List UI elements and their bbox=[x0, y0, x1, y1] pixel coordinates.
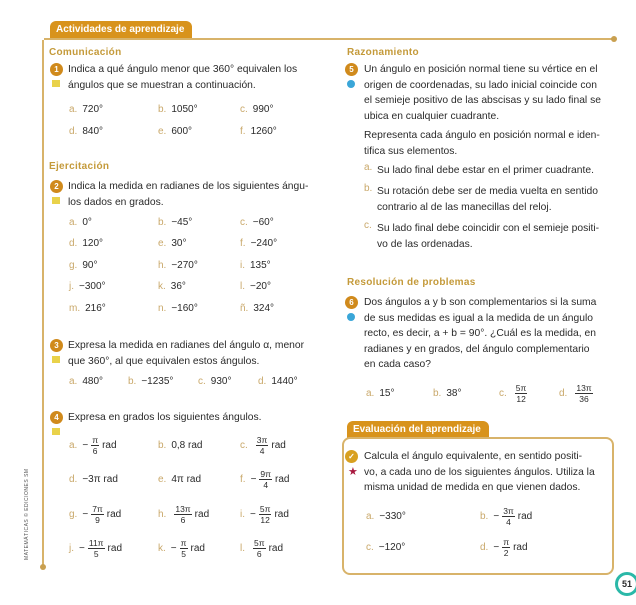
option-item bbox=[158, 501, 209, 527]
numerator: 11π bbox=[88, 538, 104, 548]
difficulty-square-icon bbox=[52, 197, 60, 204]
option-unit: rad bbox=[268, 543, 284, 554]
fraction bbox=[502, 506, 515, 527]
option-value: −160° bbox=[171, 302, 198, 314]
text-line: origen de coordenadas, su lado inicial coincide con bbox=[364, 79, 597, 91]
text-line: en cada caso? bbox=[364, 359, 431, 371]
option-item bbox=[158, 295, 198, 321]
page-number: 51 bbox=[615, 572, 636, 596]
option-item bbox=[366, 380, 394, 406]
numerator: 3π bbox=[256, 434, 268, 445]
difficulty-square-icon bbox=[52, 80, 60, 87]
option-sign: − bbox=[493, 510, 500, 522]
option-letter: e. bbox=[158, 125, 167, 137]
option-value: 216° bbox=[85, 302, 106, 314]
option-unit: rad bbox=[271, 439, 286, 451]
difficulty-dot-icon bbox=[347, 80, 355, 88]
sub-letter: a. bbox=[364, 162, 373, 173]
option-letter: k. bbox=[158, 543, 166, 554]
text-line: ángulos que se muestran a continuación. bbox=[68, 79, 256, 91]
frame-top-line bbox=[44, 38, 614, 40]
option-value: −20° bbox=[250, 281, 271, 292]
option-unit: rad bbox=[275, 474, 290, 485]
option-value: −270° bbox=[171, 259, 198, 271]
option-letter: h. bbox=[158, 508, 167, 520]
option-item bbox=[240, 295, 274, 321]
denominator: 6 bbox=[180, 514, 186, 525]
fraction bbox=[575, 383, 592, 404]
option-item bbox=[480, 534, 528, 560]
option-value: 36° bbox=[170, 281, 186, 292]
option-letter: i. bbox=[240, 259, 245, 271]
item-number-badge: 4 bbox=[50, 411, 63, 424]
sub-letter: b. bbox=[364, 183, 373, 194]
text-line: Indica a qué ángulo menor que 360° equivalen los bbox=[68, 64, 298, 75]
check-badge-icon: ✓ bbox=[345, 450, 358, 463]
option-letter: b. bbox=[433, 387, 442, 399]
option-item bbox=[366, 503, 406, 529]
option-letter: a. bbox=[366, 510, 375, 522]
option-sign: − bbox=[82, 439, 89, 451]
numerator: π bbox=[503, 536, 510, 547]
text-line: tifica sus elementos. bbox=[364, 145, 458, 157]
option-item bbox=[128, 368, 173, 394]
item-number-badge: 3 bbox=[50, 339, 63, 352]
option-value: 15° bbox=[379, 387, 395, 399]
numerator: π bbox=[92, 434, 99, 445]
option-letter: j. bbox=[69, 543, 74, 554]
option-item bbox=[240, 467, 289, 493]
difficulty-square-icon bbox=[52, 428, 60, 435]
sub-item-text bbox=[377, 163, 594, 179]
option-item bbox=[69, 501, 121, 527]
item-5-instruction bbox=[364, 128, 600, 159]
denominator: 5 bbox=[181, 549, 186, 559]
option-letter: b. bbox=[158, 103, 167, 115]
text-line: Dos ángulos a y b son complementarios si la suma bbox=[364, 297, 597, 308]
text-line: Un ángulo en posición normal tiene su vértice en el bbox=[364, 64, 598, 75]
fraction bbox=[259, 469, 272, 490]
option-letter: j. bbox=[69, 281, 74, 292]
option-sign: − bbox=[79, 543, 85, 554]
text-line: Expresa la medida en radianes del ángulo α, menor bbox=[68, 340, 305, 351]
option-letter: n. bbox=[158, 302, 167, 314]
option-letter: f. bbox=[240, 474, 246, 485]
text-line: Calcula el ángulo equivalente, en sentido positi- bbox=[364, 451, 583, 462]
option-item bbox=[158, 118, 192, 144]
item-number-badge: 2 bbox=[50, 180, 63, 193]
option-letter: b. bbox=[480, 510, 489, 522]
fraction bbox=[502, 537, 510, 558]
option-letter: c. bbox=[499, 387, 507, 399]
option-letter: d. bbox=[559, 387, 568, 399]
item-number-badge: 6 bbox=[345, 296, 358, 309]
option-sign: − bbox=[250, 474, 257, 485]
option-value: −45° bbox=[171, 216, 193, 228]
option-letter: b. bbox=[128, 375, 137, 387]
evaluation-tab: Evaluación del aprendizaje bbox=[347, 421, 489, 438]
option-value: −1235° bbox=[141, 375, 174, 387]
option-letter: c. bbox=[240, 103, 248, 115]
text-line: los dados en grados. bbox=[68, 196, 164, 208]
text-line: recto, es decir, a + b = 90°. ¿Cuál es la medida, en bbox=[364, 328, 596, 340]
side-credit: MATEMÁTICAS © EDICIONES SM bbox=[24, 468, 30, 560]
option-item bbox=[158, 467, 201, 493]
option-sign: − bbox=[493, 541, 500, 553]
option-value: 0,8 rad bbox=[171, 439, 203, 451]
denominator: 5 bbox=[93, 549, 99, 559]
option-letter: h. bbox=[158, 259, 167, 271]
option-letter: f. bbox=[240, 238, 246, 249]
option-value: −120° bbox=[378, 541, 406, 553]
option-letter: d. bbox=[480, 541, 489, 553]
fraction bbox=[88, 538, 105, 559]
difficulty-square-icon bbox=[52, 356, 60, 363]
option-item bbox=[559, 380, 596, 406]
option-value: −330° bbox=[379, 510, 406, 522]
option-unit: rad bbox=[107, 543, 122, 554]
frame-dot-bottom bbox=[40, 564, 46, 570]
denominator: 6 bbox=[92, 445, 98, 456]
evaluation-text bbox=[364, 449, 595, 496]
option-letter: d. bbox=[69, 125, 78, 137]
text-line: Su rotación debe ser de media vuelta en sentido bbox=[377, 186, 598, 197]
option-item bbox=[240, 536, 283, 562]
fraction bbox=[253, 538, 266, 559]
option-unit: rad bbox=[513, 541, 528, 553]
option-value: −300° bbox=[79, 281, 106, 292]
option-letter: e. bbox=[158, 238, 167, 249]
option-letter: k. bbox=[158, 281, 166, 292]
denominator: 6 bbox=[256, 549, 262, 559]
item-6-text bbox=[364, 295, 596, 373]
option-letter: c. bbox=[366, 541, 374, 553]
section-comunicacion: Comunicación bbox=[49, 47, 122, 58]
option-item bbox=[69, 467, 118, 493]
option-item bbox=[240, 432, 286, 458]
fraction bbox=[259, 504, 272, 525]
option-value: 840° bbox=[82, 125, 104, 137]
text-line: Su lado final debe estar en el primer cuadrante. bbox=[377, 165, 594, 176]
option-letter: b. bbox=[158, 216, 167, 228]
option-sign: − bbox=[82, 508, 89, 520]
option-sign: − bbox=[250, 508, 256, 520]
numerator: 3π bbox=[503, 505, 514, 516]
option-value: 0° bbox=[82, 216, 92, 228]
option-item bbox=[433, 380, 461, 406]
text-line: ubica en cualquier cuadrante. bbox=[364, 110, 500, 122]
option-letter: e. bbox=[158, 474, 167, 485]
option-item bbox=[69, 432, 117, 458]
option-item bbox=[69, 368, 103, 394]
text-line: de sus medidas es igual a la medida de un ángulo bbox=[364, 312, 593, 324]
option-letter: c. bbox=[240, 439, 248, 451]
option-item bbox=[69, 295, 106, 321]
star-icon: ★ bbox=[348, 466, 358, 478]
option-value: 38° bbox=[446, 387, 462, 399]
option-item bbox=[158, 536, 205, 562]
option-value: 1440° bbox=[271, 375, 298, 387]
item-2-text bbox=[68, 179, 308, 210]
option-item bbox=[240, 118, 277, 144]
option-unit: rad bbox=[102, 439, 117, 451]
option-value: 480° bbox=[82, 375, 104, 387]
option-letter: a. bbox=[69, 103, 78, 115]
numerator: 7π bbox=[92, 503, 103, 514]
activities-tab: Actividades de aprendizaje bbox=[50, 21, 192, 38]
text-line: contrario al de las manecillas del reloj. bbox=[377, 201, 552, 213]
option-letter: a. bbox=[69, 375, 78, 387]
option-letter: c. bbox=[198, 375, 206, 387]
option-item bbox=[69, 536, 122, 562]
option-value: 30° bbox=[171, 238, 187, 249]
option-unit: rad bbox=[194, 508, 210, 520]
item-number-badge: 5 bbox=[345, 63, 358, 76]
fraction bbox=[91, 504, 104, 525]
option-letter: a. bbox=[69, 439, 78, 451]
item-3-text bbox=[68, 338, 304, 369]
option-unit: rad bbox=[190, 543, 205, 554]
frame-left-line bbox=[42, 40, 44, 566]
option-letter: b. bbox=[158, 439, 167, 451]
option-item bbox=[240, 501, 289, 527]
option-sign: − bbox=[170, 543, 177, 554]
item-number-badge: 1 bbox=[50, 63, 63, 76]
option-letter: d. bbox=[69, 238, 78, 249]
item-1-text bbox=[68, 62, 297, 93]
text-line: Expresa en grados los siguientes ángulos. bbox=[68, 412, 262, 423]
text-line: el semieje positivo de las abscisas y su lado final se bbox=[364, 95, 601, 107]
option-letter: g. bbox=[69, 508, 78, 520]
option-letter: g. bbox=[69, 259, 78, 271]
option-unit: rad bbox=[274, 508, 289, 520]
sub-item-text bbox=[377, 221, 599, 252]
option-letter: a. bbox=[366, 387, 375, 399]
option-item bbox=[258, 368, 298, 394]
option-item bbox=[499, 380, 530, 406]
option-value: −3π rad bbox=[82, 474, 118, 485]
numerator: π bbox=[180, 538, 187, 548]
denominator: 36 bbox=[579, 393, 589, 404]
fraction bbox=[515, 383, 528, 404]
option-unit: rad bbox=[517, 510, 533, 522]
option-value: −240° bbox=[250, 238, 278, 249]
option-letter: i. bbox=[240, 508, 245, 520]
item-5-text bbox=[364, 62, 601, 124]
section-razonamiento: Razonamiento bbox=[347, 47, 419, 58]
option-item bbox=[480, 503, 532, 529]
text-line: que 360°, al que equivalen estos ángulos. bbox=[68, 355, 260, 367]
numerator: 9π bbox=[260, 469, 271, 479]
option-value: 324° bbox=[253, 302, 275, 314]
denominator: 12 bbox=[260, 514, 270, 525]
difficulty-dot-icon bbox=[347, 313, 355, 321]
option-letter: d. bbox=[258, 375, 267, 387]
fraction bbox=[256, 435, 269, 456]
option-value: 120° bbox=[82, 238, 104, 249]
option-value: 135° bbox=[250, 259, 271, 271]
option-letter: d. bbox=[69, 474, 78, 485]
item-4-text bbox=[68, 410, 261, 426]
section-ejercitacion: Ejercitación bbox=[49, 161, 110, 172]
denominator: 2 bbox=[503, 547, 509, 558]
option-item bbox=[158, 432, 202, 458]
numerator: 13π bbox=[576, 382, 592, 393]
fraction bbox=[91, 435, 99, 456]
denominator: 4 bbox=[263, 480, 269, 490]
option-value: −60° bbox=[252, 216, 274, 228]
numerator: 5π bbox=[254, 538, 265, 548]
numerator: 5π bbox=[515, 382, 527, 393]
option-item bbox=[69, 118, 103, 144]
denominator: 9 bbox=[95, 514, 100, 525]
sub-item-text bbox=[377, 184, 598, 215]
frame-dot bbox=[611, 36, 617, 42]
option-value: 600° bbox=[171, 125, 193, 137]
fraction bbox=[180, 538, 188, 559]
text-line: Indica la medida en radianes de los siguientes ángu- bbox=[68, 181, 309, 192]
option-value: 90° bbox=[82, 259, 98, 271]
option-value: 1050° bbox=[171, 103, 198, 115]
denominator: 12 bbox=[516, 393, 526, 404]
option-item bbox=[366, 534, 405, 560]
text-line: misma unidad de medida en que vienen dados. bbox=[364, 482, 581, 494]
option-letter: a. bbox=[69, 216, 78, 228]
option-value: 4π rad bbox=[171, 474, 202, 485]
option-item bbox=[198, 368, 231, 394]
text-line: vo, a cada uno de los siguientes ángulos. Utiliza la bbox=[364, 466, 595, 478]
option-value: 990° bbox=[252, 103, 274, 115]
numerator: 5π bbox=[259, 503, 271, 514]
option-letter: l. bbox=[240, 281, 245, 292]
option-letter: ñ. bbox=[240, 302, 249, 314]
text-line: vo de las ordenadas. bbox=[377, 238, 473, 250]
fraction bbox=[174, 504, 191, 525]
numerator: 13π bbox=[175, 503, 191, 514]
option-unit: rad bbox=[106, 508, 122, 520]
text-line: Su lado final debe coincidir con el semieje positi- bbox=[377, 223, 600, 234]
option-letter: m. bbox=[69, 302, 81, 314]
option-value: 720° bbox=[82, 103, 104, 115]
option-letter: c. bbox=[240, 216, 248, 228]
denominator: 4 bbox=[259, 445, 265, 456]
option-letter: f. bbox=[240, 125, 246, 137]
text-line: Representa cada ángulo en posición normal e iden- bbox=[364, 130, 600, 141]
option-letter: l. bbox=[240, 543, 245, 554]
denominator: 4 bbox=[506, 516, 511, 527]
option-value: 1260° bbox=[250, 125, 277, 137]
text-line: radianes y en grados, del ángulo complementario bbox=[364, 343, 590, 355]
sub-letter: c. bbox=[364, 220, 372, 231]
section-resolucion: Resolución de problemas bbox=[347, 277, 476, 288]
option-value: 930° bbox=[210, 375, 232, 387]
